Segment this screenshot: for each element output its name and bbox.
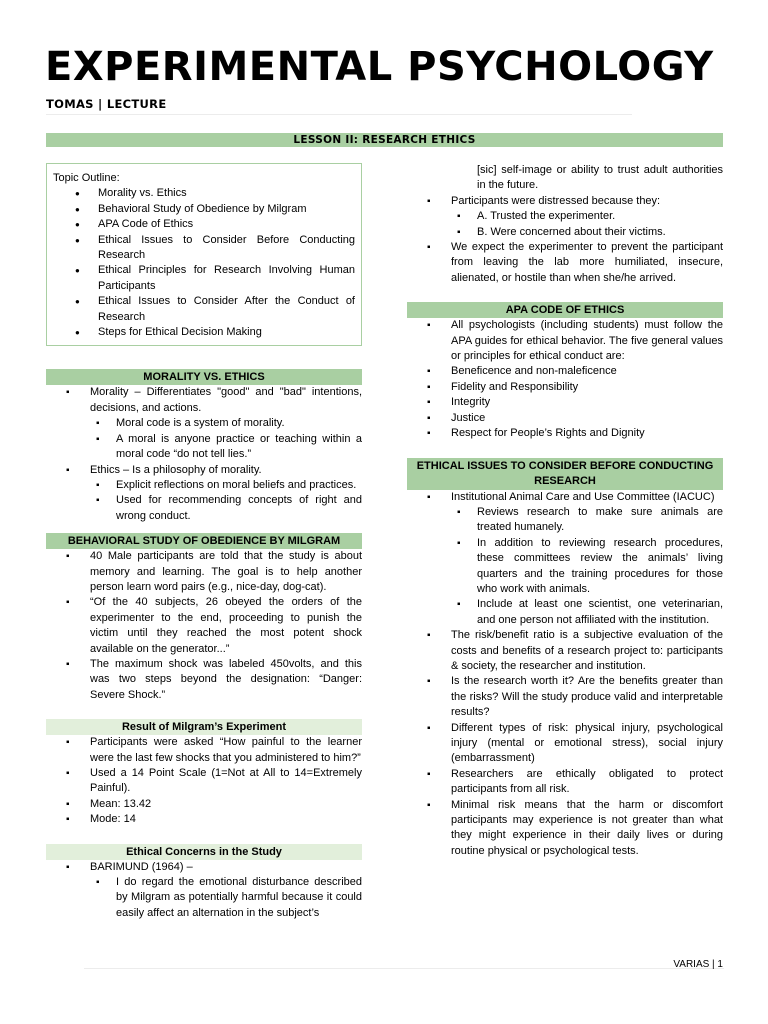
list-item (46, 463, 362, 525)
morality-list (46, 385, 362, 524)
outline-item: ● Ethical Principles for Research Involving Human Participants (53, 263, 355, 294)
list-item: ▪ Used for recommending concepts of right and wrong conduct. (90, 493, 362, 524)
outline-item: ● APA Code of Ethics (53, 217, 355, 232)
list-item: ▪ Moral code is a system of morality. (90, 416, 362, 431)
concerns-list (46, 860, 362, 922)
page-footer: VARIAS | 1 (673, 959, 723, 970)
left-column (46, 163, 362, 921)
list-item: ▪ Include at least one scientist, one veterinarian, and one person not affiliated with the institution. (451, 597, 723, 628)
list-item: ▪ Beneficence and non-maleficence (407, 364, 723, 379)
section-heading-milgram: BEHAVIORAL STUDY OF OBEDIENCE BY MILGRAM (46, 533, 362, 549)
list-item: ▪ Minimal risk means that the harm or discomfort participants may experience is not greater than what they might experience in their daily lives or during routine physical or psychological tests. (407, 798, 723, 860)
topic-outline-box (46, 163, 362, 346)
header-divider (46, 114, 632, 115)
list-item: ▪ Mean: 13.42 (46, 797, 362, 812)
list-item: ▪ A moral is anyone practice or teaching within a moral code “do not tell lies.” (90, 432, 362, 463)
list-item: ▪ 40 Male participants are told that the study is about memory and learning. The goal is to help another person learn word pairs (e.g., nice-day, dog-cat). (46, 549, 362, 595)
morality-definition: Morality – Differentiates "good" and "bad" intentions, decisions, and actions. (90, 386, 362, 414)
list-item: ▪ Reviews research to make sure animals are treated humanely. (451, 505, 723, 536)
list-item: ▪ A. Trusted the experimenter. (451, 209, 723, 224)
section-heading-result: Result of Milgram’s Experiment (46, 719, 362, 735)
section-heading-concerns: Ethical Concerns in the Study (46, 844, 362, 860)
list-item: ▪ Participants were asked “How painful to the learner were the last few shocks that you administered to him?” (46, 735, 362, 766)
list-item: ▪ In addition to reviewing research procedures, these committees review the animals’ living quarters and the training procedures for those who work with animals. (451, 536, 723, 598)
document-subtitle: TOMAS | LECTURE (46, 97, 167, 111)
list-item (407, 194, 723, 240)
section-heading-apa: APA CODE OF ETHICS (407, 302, 723, 318)
ethics-definition: Ethics – Is a philosophy of morality. (90, 463, 262, 476)
list-item: ▪ Explicit reflections on moral beliefs and practices. (90, 478, 362, 493)
list-item: ▪ Researchers are ethically obligated to protect participants from all risk. (407, 767, 723, 798)
distress-text: Participants were distressed because they: (451, 194, 661, 207)
list-item: ▪ Justice (407, 411, 723, 426)
list-item: ▪ Used a 14 Point Scale (1=Not at All to 14=Extremely Painful). (46, 766, 362, 797)
outline-item: ● Ethical Issues to Consider After the Conduct of Research (53, 294, 355, 325)
section-heading-before-research: ETHICAL ISSUES TO CONSIDER BEFORE CONDUCTING RESEARCH (407, 458, 723, 490)
list-item: ▪ Mode: 14 (46, 812, 362, 827)
result-list (46, 735, 362, 827)
milgram-list (46, 549, 362, 703)
apa-list (407, 318, 723, 441)
list-item (407, 490, 723, 629)
list-item (46, 385, 362, 462)
outline-item: ● Behavioral Study of Obedience by Milgram (53, 202, 355, 217)
outline-item: ● Morality vs. Ethics (53, 186, 355, 201)
list-item: ▪ We expect the experimenter to prevent the participant from leaving the lab more humiliated, insecure, alienated, or hostile than when she/he arrived. (407, 240, 723, 286)
lesson-heading: LESSON II: RESEARCH ETHICS (46, 133, 723, 147)
topic-outline-title: Topic Outline: (53, 172, 120, 184)
document-title: EXPERIMENTAL PSYCHOLOGY (45, 44, 714, 90)
list-item: ▪ Respect for People’s Rights and Dignity (407, 426, 723, 441)
before-research-list (407, 490, 723, 860)
list-item: ▪ Fidelity and Responsibility (407, 380, 723, 395)
topic-outline-list (53, 186, 355, 340)
list-item: ▪ The maximum shock was labeled 450volts, and this was two steps beyond the designation: “Danger: Severe Shock.” (46, 657, 362, 703)
outline-item: ● Ethical Issues to Consider Before Conducting Research (53, 233, 355, 264)
list-item: ▪ Different types of risk: physical injury, psychological injury (mental or emotional stress), social injury (embarrassment) (407, 721, 723, 767)
list-item: ▪ Integrity (407, 395, 723, 410)
concerns-source: BARIMUND (1964) – (90, 860, 193, 873)
outline-item: ● Steps for Ethical Decision Making (53, 325, 355, 340)
list-item (46, 860, 362, 922)
list-item: ▪ All psychologists (including students) must follow the APA guides for ethical behavior. The five general values or principles for ethical conduct are: (407, 318, 723, 364)
iacuc-item: Institutional Animal Care and Use Committee (IACUC) (451, 490, 715, 503)
right-column (407, 163, 723, 859)
list-item: ▪ B. Were concerned about their victims. (451, 225, 723, 240)
distress-list (407, 194, 723, 286)
quote-continuation: [sic] self-image or ability to trust adult authorities in the future. (477, 164, 723, 192)
list-item: ▪ The risk/benefit ratio is a subjective evaluation of the costs and benefits of a research project to: participants & society, the researcher and institution. (407, 628, 723, 674)
list-item: ▪ I do regard the emotional disturbance described by Milgram as potentially harmful because it could easily affect an alternation in the subject’s (90, 875, 362, 921)
list-item: ▪ “Of the 40 subjects, 26 obeyed the orders of the experimenter to the end, proceeding to punish the victim until they reached the most potent shock available on the generator...” (46, 595, 362, 657)
footer-divider (84, 968, 724, 969)
list-item: ▪ Is the research worth it? Are the benefits greater than the risks? Will the study produce valid and interpretable results? (407, 674, 723, 720)
section-heading-morality: MORALITY VS. ETHICS (46, 369, 362, 385)
